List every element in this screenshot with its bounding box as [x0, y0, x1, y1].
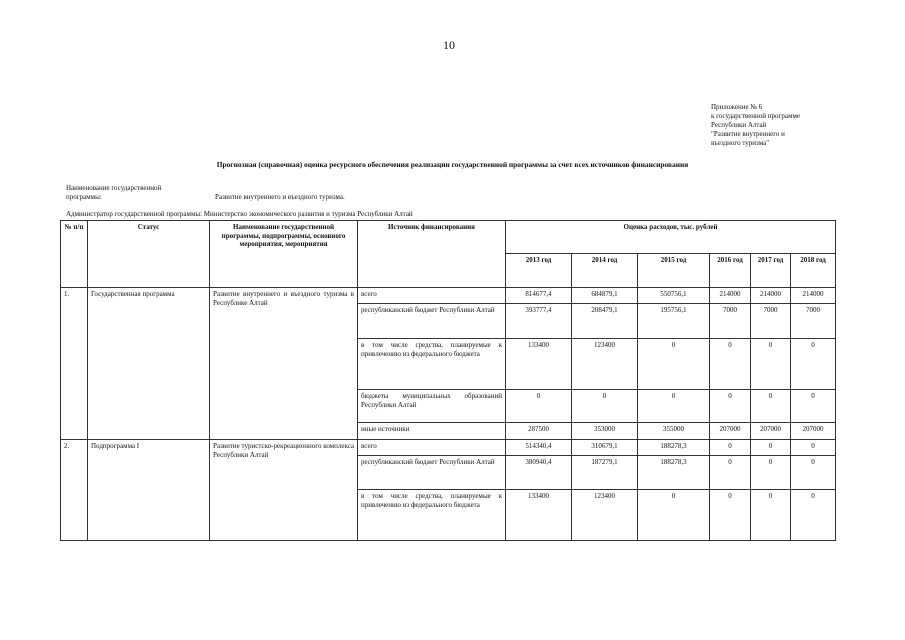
- program-name-label: Наименование государственной программы:: [66, 184, 162, 201]
- cell-value: 0: [791, 490, 836, 541]
- cell-value: 195756,1: [638, 304, 710, 339]
- header-year: 2018 год: [791, 254, 836, 288]
- cell-value: 0: [710, 456, 751, 490]
- cell-value: 310679,1: [572, 440, 638, 456]
- table-row: [61, 440, 836, 456]
- appendix-note: [711, 103, 800, 148]
- row-source: бюджеты муниципальных образований Республики Алтай: [358, 390, 506, 423]
- cell-value: 188278,3: [638, 456, 710, 490]
- row-source: в том числе средства, планируемые к привлечению из федерального бюджета: [358, 339, 506, 390]
- cell-value: 0: [710, 440, 751, 456]
- cell-value: 0: [710, 490, 751, 541]
- row-num: 1.: [61, 288, 88, 440]
- row-source: всего: [358, 288, 506, 304]
- appendix-line: Республики Алтай: [711, 121, 767, 129]
- administrator-line: Администратор государственной программы: Министерство экономического развития и туризма Республики Алтай: [66, 210, 413, 218]
- cell-value: 0: [751, 456, 791, 490]
- cell-value: 0: [710, 390, 751, 423]
- cell-value: 514340,4: [506, 440, 572, 456]
- page-number: 10: [443, 38, 455, 52]
- cell-value: 0: [791, 390, 836, 423]
- appendix-line: Приложение № 6: [711, 103, 763, 111]
- cell-value: 380940,4: [506, 456, 572, 490]
- row-status: Государственная программа: [88, 288, 210, 440]
- cell-value: 214000: [791, 288, 836, 304]
- cell-value: 0: [638, 490, 710, 541]
- row-source: иные источники: [358, 423, 506, 440]
- cell-value: 207000: [751, 423, 791, 440]
- cell-value: 0: [791, 339, 836, 390]
- cell-value: 550756,1: [638, 288, 710, 304]
- row-status: Подпрограмма I: [88, 440, 210, 541]
- cell-value: 188278,3: [638, 440, 710, 456]
- header-source: Источник финансирования: [358, 221, 506, 288]
- cell-value: 0: [572, 390, 638, 423]
- cell-value: 0: [791, 456, 836, 490]
- header-year: 2015 год: [638, 254, 710, 288]
- header-num: № п/п: [61, 221, 88, 288]
- cell-value: 0: [751, 440, 791, 456]
- cell-value: 208479,1: [572, 304, 638, 339]
- cell-value: 0: [638, 390, 710, 423]
- program-name-value: Развитие внутреннего и въездного туризма.: [215, 193, 345, 201]
- header-year: 2014 год: [572, 254, 638, 288]
- cell-value: 0: [751, 390, 791, 423]
- row-source: республиканский бюджет Республики Алтай: [358, 304, 506, 339]
- row-source: республиканский бюджет Республики Алтай: [358, 456, 506, 490]
- cell-value: 0: [506, 390, 572, 423]
- cell-value: 0: [791, 440, 836, 456]
- cell-value: 133400: [506, 339, 572, 390]
- cell-value: 814677,4: [506, 288, 572, 304]
- cell-value: 7000: [791, 304, 836, 339]
- cell-value: 0: [638, 339, 710, 390]
- cell-value: 207000: [710, 423, 751, 440]
- table-row: [61, 288, 836, 304]
- appendix-line: к государственной программе: [711, 112, 800, 120]
- row-name: Развитие туристско-рекреационного комплекса Республики Алтай: [210, 440, 358, 541]
- header-name: Наименование государственной программы, подпрограммы, основного мероприятия, мероприятия: [210, 221, 358, 288]
- cell-value: 0: [751, 490, 791, 541]
- cell-value: 684879,1: [572, 288, 638, 304]
- row-num: 2.: [61, 440, 88, 541]
- cell-value: 214000: [751, 288, 791, 304]
- cell-value: 0: [710, 339, 751, 390]
- cell-value: 123400: [572, 339, 638, 390]
- cell-value: 355000: [638, 423, 710, 440]
- header-year: 2013 год: [506, 254, 572, 288]
- financing-table: [60, 220, 836, 541]
- cell-value: 207000: [791, 423, 836, 440]
- cell-value: 7000: [751, 304, 791, 339]
- cell-value: 353000: [572, 423, 638, 440]
- document-title: Прогнозная (справочная) оценка ресурсного обеспечения реализации государственной программы за счет всех источников финансирования: [216, 160, 689, 169]
- row-source: в том числе средства, планируемые к привлечению из федерального бюджета: [358, 490, 506, 541]
- cell-value: 187279,1: [572, 456, 638, 490]
- appendix-line: въездного туризма": [711, 139, 770, 147]
- cell-value: 133400: [506, 490, 572, 541]
- cell-value: 287500: [506, 423, 572, 440]
- header-estimate: Оценка расходов, тыс. рублей: [506, 221, 836, 254]
- header-status: Статус: [88, 221, 210, 288]
- header-year: 2016 год: [710, 254, 751, 288]
- cell-value: 123400: [572, 490, 638, 541]
- row-name: Развитие внутреннего и въездного туризма в Республике Алтай: [210, 288, 358, 440]
- appendix-line: "Развитие внутреннего и: [711, 130, 785, 138]
- cell-value: 214000: [710, 288, 751, 304]
- header-year: 2017 год: [751, 254, 791, 288]
- row-source: всего: [358, 440, 506, 456]
- cell-value: 7000: [710, 304, 751, 339]
- cell-value: 393777,4: [506, 304, 572, 339]
- cell-value: 0: [751, 339, 791, 390]
